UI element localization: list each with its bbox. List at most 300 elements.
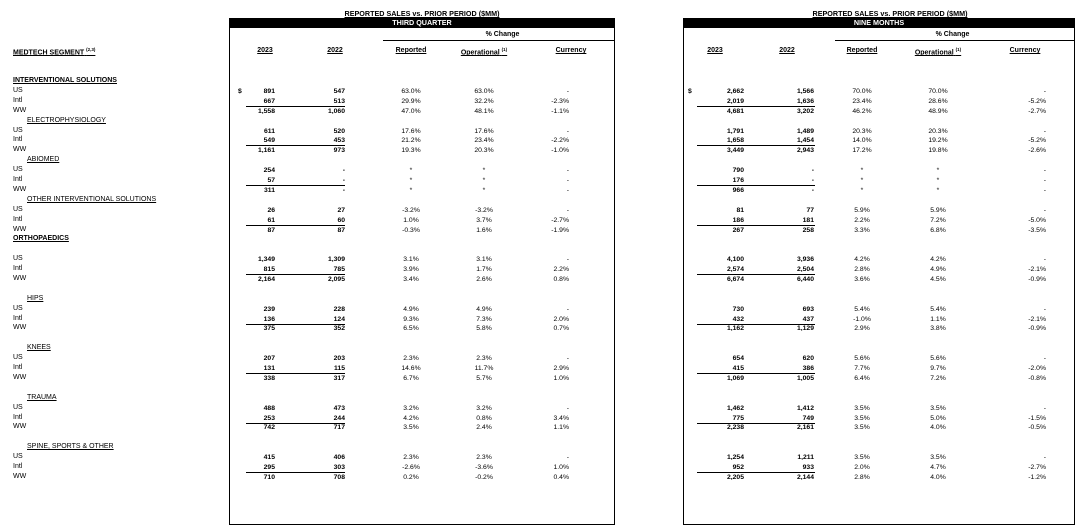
pct-operational: 2.3% bbox=[476, 355, 492, 362]
value-2023: 790 bbox=[732, 167, 744, 174]
pct-currency: - bbox=[1043, 256, 1046, 263]
value-2023: 239 bbox=[263, 306, 275, 313]
row-label: US bbox=[13, 453, 23, 460]
dollar-sign: $ bbox=[238, 88, 242, 95]
pct-operational: 2.4% bbox=[476, 424, 492, 431]
pct-currency: 1.0% bbox=[553, 464, 569, 471]
subtotal-rule bbox=[246, 324, 345, 325]
value-2023: 338 bbox=[263, 375, 275, 382]
value-2023: 1,161 bbox=[257, 147, 275, 154]
pct-currency: 2.9% bbox=[553, 365, 569, 372]
value-2022: 1,636 bbox=[796, 98, 814, 105]
col-header-reported-q: Reported bbox=[395, 47, 427, 54]
value-2023: 6,674 bbox=[726, 276, 744, 283]
row-label: Intl bbox=[13, 136, 23, 143]
pct-operational: 3.1% bbox=[476, 256, 492, 263]
col-header-year-2022-q: 2022 bbox=[327, 47, 343, 54]
pct-operational: 1.7% bbox=[476, 266, 492, 273]
subtotal-rule bbox=[246, 225, 345, 226]
row-label: US bbox=[13, 305, 23, 312]
pct-reported: * bbox=[860, 187, 864, 194]
subtotal-rule bbox=[697, 274, 815, 275]
value-2022: 181 bbox=[802, 217, 814, 224]
pct-currency: -0.9% bbox=[1028, 276, 1046, 283]
value-2022: 244 bbox=[333, 415, 345, 422]
value-2023: 295 bbox=[263, 464, 275, 471]
row-label: US bbox=[13, 166, 23, 173]
value-2023: 267 bbox=[732, 227, 744, 234]
value-2022: 1,211 bbox=[797, 454, 814, 461]
pct-reported: 1.0% bbox=[403, 217, 419, 224]
subsection-label: ABIOMED bbox=[27, 156, 60, 163]
subsection-label: SPINE, SPORTS & OTHER bbox=[27, 443, 114, 450]
value-2022: 1,489 bbox=[796, 128, 814, 135]
pct-reported: 2.8% bbox=[854, 266, 870, 273]
value-2022: 2,504 bbox=[796, 266, 814, 273]
pct-operational: 1.1% bbox=[930, 316, 946, 323]
value-2023: 131 bbox=[263, 365, 275, 372]
value-2023: 253 bbox=[263, 415, 275, 422]
subtotal-rule bbox=[697, 225, 815, 226]
pct-operational: 7.3% bbox=[476, 316, 492, 323]
pct-currency: - bbox=[566, 454, 569, 461]
pct-currency: 2.2% bbox=[553, 266, 569, 273]
row-label: Intl bbox=[13, 414, 23, 421]
pct-reported: 2.9% bbox=[854, 325, 870, 332]
pct-currency: -2.7% bbox=[1028, 108, 1046, 115]
pct-operational: 19.8% bbox=[928, 147, 948, 154]
value-2022: 2,161 bbox=[796, 424, 814, 431]
pct-operational: 4.9% bbox=[930, 266, 946, 273]
value-2022: 473 bbox=[333, 405, 345, 412]
pct-reported: 3.9% bbox=[403, 266, 419, 273]
value-2022: 453 bbox=[333, 137, 345, 144]
pct-operational: 4.7% bbox=[930, 464, 946, 471]
value-2023: 4,100 bbox=[726, 256, 744, 263]
pct-currency: 0.8% bbox=[553, 276, 569, 283]
pct-operational: * bbox=[936, 187, 940, 194]
value-2022: 228 bbox=[333, 306, 345, 313]
subtotal-rule bbox=[697, 373, 815, 374]
value-2022: 693 bbox=[802, 306, 814, 313]
pct-operational: 4.0% bbox=[930, 424, 946, 431]
pct-operational: 2.6% bbox=[476, 276, 492, 283]
row-label: WW bbox=[13, 374, 27, 381]
pct-currency: -2.3% bbox=[551, 98, 569, 105]
pct-reported: 14.6% bbox=[401, 365, 421, 372]
pct-operational: 17.6% bbox=[474, 128, 494, 135]
value-2022: 620 bbox=[802, 355, 814, 362]
col-header-operational-q: Operational $^{(1)}$ bbox=[460, 47, 508, 57]
pct-operational: 5.0% bbox=[930, 415, 946, 422]
value-2022: - bbox=[342, 187, 345, 194]
pct-operational: 4.9% bbox=[476, 306, 492, 313]
value-2022: 317 bbox=[333, 375, 345, 382]
value-2023: 667 bbox=[263, 98, 275, 105]
value-2022: 1,566 bbox=[796, 88, 814, 95]
pct-currency: - bbox=[1043, 355, 1046, 362]
value-2022: 2,144 bbox=[796, 474, 814, 481]
subtotal-rule bbox=[246, 106, 345, 107]
pct-operational: -3.6% bbox=[475, 464, 493, 471]
value-2023: 2,662 bbox=[726, 88, 744, 95]
pct-operational: 4.0% bbox=[930, 474, 946, 481]
value-2022: 437 bbox=[802, 316, 814, 323]
pct-operational: 5.7% bbox=[476, 375, 492, 382]
pct-currency: - bbox=[566, 405, 569, 412]
pct-reported: 3.4% bbox=[403, 276, 419, 283]
pct-reported: 6.5% bbox=[403, 325, 419, 332]
value-2023: 891 bbox=[263, 88, 275, 95]
subtotal-rule bbox=[246, 373, 345, 374]
value-2023: 207 bbox=[263, 355, 275, 362]
pct-currency: -2.1% bbox=[1028, 266, 1046, 273]
pct-reported: 3.5% bbox=[403, 424, 419, 431]
pct-reported: 3.5% bbox=[854, 424, 870, 431]
pct-currency: -2.1% bbox=[1028, 316, 1046, 323]
pct-reported: 2.0% bbox=[854, 464, 870, 471]
value-2023: 1,349 bbox=[257, 256, 275, 263]
pct-reported: 3.3% bbox=[854, 227, 870, 234]
pct-currency: - bbox=[1043, 187, 1046, 194]
pct-currency: -2.7% bbox=[551, 217, 569, 224]
pct-currency: - bbox=[566, 167, 569, 174]
row-label: Intl bbox=[13, 463, 23, 470]
pct-operational: * bbox=[936, 177, 940, 184]
value-2023: 415 bbox=[732, 365, 744, 372]
pct-currency: - bbox=[566, 355, 569, 362]
value-2022: - bbox=[342, 177, 345, 184]
pct-currency: - bbox=[1043, 167, 1046, 174]
subtotal-rule bbox=[246, 472, 345, 473]
pct-reported: 29.9% bbox=[401, 98, 421, 105]
value-2022: 1,060 bbox=[327, 108, 345, 115]
pct-operational: * bbox=[936, 167, 940, 174]
pct-currency: -2.2% bbox=[551, 137, 569, 144]
pct-currency: -1.9% bbox=[551, 227, 569, 234]
subtotal-rule bbox=[246, 423, 345, 424]
value-2023: 1,791 bbox=[726, 128, 744, 135]
pct-currency: -1.2% bbox=[1028, 474, 1046, 481]
pct-reported: 47.0% bbox=[401, 108, 421, 115]
pct-currency: - bbox=[566, 207, 569, 214]
col-header-currency-n: Currency bbox=[1009, 47, 1041, 54]
panel-band-n: NINE MONTHS bbox=[683, 18, 1075, 28]
pct-operational: 63.0% bbox=[474, 88, 494, 95]
pct-currency: - bbox=[566, 128, 569, 135]
pct-operational: 2.3% bbox=[476, 454, 492, 461]
row-label: US bbox=[13, 255, 23, 262]
pct-reported: 20.3% bbox=[852, 128, 872, 135]
pct-operational: 9.7% bbox=[930, 365, 946, 372]
pct-currency: -0.5% bbox=[1028, 424, 1046, 431]
col-header-operational-n: Operational $^{(1)}$ bbox=[914, 47, 962, 57]
pct-operational: 3.5% bbox=[930, 405, 946, 412]
pct-operational: 5.6% bbox=[930, 355, 946, 362]
value-2022: 1,412 bbox=[796, 405, 814, 412]
value-2022: 717 bbox=[333, 424, 345, 431]
pct-operational: -3.2% bbox=[475, 207, 493, 214]
pct-reported: 4.9% bbox=[403, 306, 419, 313]
row-label: Intl bbox=[13, 315, 23, 322]
col-header-year-2023-n: 2023 bbox=[707, 47, 723, 54]
value-2023: 1,254 bbox=[726, 454, 744, 461]
pct-operational: 4.2% bbox=[930, 256, 946, 263]
section-label: ORTHOPAEDICS bbox=[13, 235, 69, 242]
value-2023: 432 bbox=[732, 316, 744, 323]
value-2023: 176 bbox=[732, 177, 744, 184]
pct-reported: 2.2% bbox=[854, 217, 870, 224]
pct-reported: 5.9% bbox=[854, 207, 870, 214]
subtotal-rule bbox=[246, 185, 345, 186]
value-2022: 124 bbox=[333, 316, 345, 323]
value-2023: 815 bbox=[263, 266, 275, 273]
pct-currency: -2.6% bbox=[1028, 147, 1046, 154]
value-2022: 1,129 bbox=[796, 325, 814, 332]
panel-title-n: REPORTED SALES vs. PRIOR PERIOD ($MM) bbox=[812, 9, 968, 18]
row-label: WW bbox=[13, 146, 27, 153]
pct-operational: 3.5% bbox=[930, 454, 946, 461]
pct-currency: - bbox=[1043, 306, 1046, 313]
pct-operational: 28.6% bbox=[928, 98, 948, 105]
pct-reported: -1.0% bbox=[853, 316, 871, 323]
value-2022: 933 bbox=[802, 464, 814, 471]
pct-operational: 32.2% bbox=[474, 98, 494, 105]
row-label: WW bbox=[13, 473, 27, 480]
pct-operational: 0.8% bbox=[476, 415, 492, 422]
pct-operational: 70.0% bbox=[928, 88, 948, 95]
value-2023: 4,681 bbox=[726, 108, 744, 115]
value-2023: 375 bbox=[263, 325, 275, 332]
pct-reported: 5.4% bbox=[854, 306, 870, 313]
value-2023: 2,164 bbox=[257, 276, 275, 283]
pct-reported: 46.2% bbox=[852, 108, 872, 115]
row-label: Intl bbox=[13, 364, 23, 371]
pct-reported: 23.4% bbox=[852, 98, 872, 105]
pct-currency: -3.5% bbox=[1028, 227, 1046, 234]
row-label: US bbox=[13, 404, 23, 411]
pct-reported: 7.7% bbox=[854, 365, 870, 372]
value-2022: - bbox=[811, 177, 814, 184]
pct-reported: 5.6% bbox=[854, 355, 870, 362]
value-2023: 311 bbox=[264, 187, 275, 194]
pct-reported: 17.2% bbox=[852, 147, 872, 154]
value-2023: 775 bbox=[732, 415, 744, 422]
value-2022: 27 bbox=[337, 207, 345, 214]
value-2022: 352 bbox=[333, 325, 345, 332]
row-label: WW bbox=[13, 186, 27, 193]
value-2023: 81 bbox=[736, 207, 744, 214]
pct-reported: 9.3% bbox=[403, 316, 419, 323]
pct-operational: * bbox=[482, 187, 486, 194]
pct-reported: 21.2% bbox=[401, 137, 421, 144]
row-label: US bbox=[13, 206, 23, 213]
value-2022: 386 bbox=[802, 365, 814, 372]
subsection-label: OTHER INTERVENTIONAL SOLUTIONS bbox=[27, 196, 157, 203]
pct-operational: 20.3% bbox=[928, 128, 948, 135]
col-header-year-2023-q: 2023 bbox=[257, 47, 273, 54]
value-2022: 406 bbox=[333, 454, 345, 461]
pct-currency: - bbox=[566, 306, 569, 313]
subtotal-rule bbox=[246, 274, 345, 275]
pct-currency: - bbox=[566, 256, 569, 263]
value-2022: - bbox=[342, 167, 345, 174]
segment-header: MEDTECH SEGMENT $^{(2,3)}$ bbox=[13, 47, 96, 57]
value-2022: 87 bbox=[337, 227, 345, 234]
pct-reported: -3.2% bbox=[402, 207, 420, 214]
value-2023: 61 bbox=[267, 217, 275, 224]
value-2023: 3,449 bbox=[726, 147, 744, 154]
row-label: WW bbox=[13, 275, 27, 282]
pct-operational: 23.4% bbox=[474, 137, 494, 144]
pct-currency: -2.0% bbox=[1028, 365, 1046, 372]
row-label: WW bbox=[13, 226, 27, 233]
pct-operational: 11.7% bbox=[474, 365, 494, 372]
value-2022: 749 bbox=[802, 415, 814, 422]
value-2023: 730 bbox=[732, 306, 744, 313]
value-2022: 513 bbox=[333, 98, 345, 105]
value-2023: 2,238 bbox=[726, 424, 744, 431]
pct-reported: 4.2% bbox=[403, 415, 419, 422]
value-2022: 520 bbox=[333, 128, 345, 135]
value-2023: 254 bbox=[263, 167, 275, 174]
value-2023: 415 bbox=[263, 454, 275, 461]
value-2023: 57 bbox=[267, 177, 275, 184]
pct-operational: 3.2% bbox=[476, 405, 492, 412]
value-2023: 488 bbox=[263, 405, 275, 412]
row-label: WW bbox=[13, 324, 27, 331]
pct-reported: 3.5% bbox=[854, 454, 870, 461]
pct-reported: 3.2% bbox=[403, 405, 419, 412]
pct-reported: * bbox=[860, 167, 864, 174]
value-2022: 547 bbox=[333, 88, 345, 95]
pct-reported: 2.3% bbox=[403, 355, 419, 362]
pct-currency: 3.4% bbox=[553, 415, 569, 422]
pct-operational: 4.5% bbox=[930, 276, 946, 283]
value-2022: 303 bbox=[333, 464, 345, 471]
pct-operational: 3.8% bbox=[930, 325, 946, 332]
value-2023: 952 bbox=[732, 464, 744, 471]
pct-currency: -0.9% bbox=[1028, 325, 1046, 332]
value-2023: 136 bbox=[263, 316, 275, 323]
pct-currency: -2.7% bbox=[1028, 464, 1046, 471]
pct-operational: 5.9% bbox=[930, 207, 946, 214]
pct-operational: 7.2% bbox=[930, 375, 946, 382]
pct-currency: 2.0% bbox=[553, 316, 569, 323]
pct-operational: 19.2% bbox=[928, 137, 948, 144]
pct-currency: - bbox=[566, 177, 569, 184]
pct-reported: 3.1% bbox=[403, 256, 419, 263]
value-2022: 3,936 bbox=[796, 256, 814, 263]
row-label: WW bbox=[13, 107, 27, 114]
value-2022: 1,454 bbox=[796, 137, 814, 144]
pct-reported: -0.3% bbox=[402, 227, 420, 234]
pct-operational: 48.1% bbox=[474, 108, 494, 115]
value-2022: 2,943 bbox=[796, 147, 814, 154]
subsection-label: ELECTROPHYSIOLOGY bbox=[27, 117, 106, 124]
pct-operational: 5.8% bbox=[476, 325, 492, 332]
pct-currency: - bbox=[1043, 405, 1046, 412]
pct-currency: 0.7% bbox=[553, 325, 569, 332]
value-2023: 2,205 bbox=[726, 474, 744, 481]
pct-operational: 5.4% bbox=[930, 306, 946, 313]
value-2023: 1,162 bbox=[726, 325, 744, 332]
row-label: US bbox=[13, 127, 23, 134]
pct-currency: - bbox=[1043, 454, 1046, 461]
section-label: INTERVENTIONAL SOLUTIONS bbox=[13, 77, 117, 84]
pct-currency: 1.0% bbox=[553, 375, 569, 382]
subsection-label: KNEES bbox=[27, 344, 51, 351]
value-2022: 6,440 bbox=[796, 276, 814, 283]
value-2023: 549 bbox=[263, 137, 275, 144]
value-2022: 785 bbox=[333, 266, 345, 273]
value-2022: - bbox=[811, 167, 814, 174]
value-2022: 203 bbox=[333, 355, 345, 362]
pct-reported: 0.2% bbox=[403, 474, 419, 481]
value-2022: 1,309 bbox=[327, 256, 345, 263]
dollar-sign: $ bbox=[688, 88, 692, 95]
value-2022: 1,005 bbox=[796, 375, 814, 382]
value-2023: 611 bbox=[264, 128, 275, 135]
pct-reported: 6.7% bbox=[403, 375, 419, 382]
pct-reported: 3.5% bbox=[854, 405, 870, 412]
pct-reported: * bbox=[860, 177, 864, 184]
pct-operational: 7.2% bbox=[930, 217, 946, 224]
pct-operational: 6.8% bbox=[930, 227, 946, 234]
value-2023: 1,558 bbox=[257, 108, 275, 115]
value-2023: 2,019 bbox=[726, 98, 744, 105]
value-2023: 26 bbox=[267, 207, 275, 214]
pct-operational: * bbox=[482, 167, 486, 174]
panel-band-q: THIRD QUARTER bbox=[229, 18, 615, 28]
value-2023: 966 bbox=[732, 187, 744, 194]
subtotal-rule bbox=[697, 185, 815, 186]
value-2022: 3,202 bbox=[796, 108, 814, 115]
pct-currency: - bbox=[1043, 88, 1046, 95]
col-header-currency-q: Currency bbox=[555, 47, 587, 54]
pct-currency: - bbox=[1043, 207, 1046, 214]
row-label: Intl bbox=[13, 265, 23, 272]
pct-currency: -1.1% bbox=[551, 108, 569, 115]
value-2023: 710 bbox=[263, 474, 275, 481]
value-2022: 2,095 bbox=[327, 276, 345, 283]
pct-reported: * bbox=[409, 177, 413, 184]
pct-change-label-n: % Change bbox=[935, 31, 970, 38]
panel-title-q: REPORTED SALES vs. PRIOR PERIOD ($MM) bbox=[344, 9, 500, 18]
pct-currency: 1.1% bbox=[553, 424, 569, 431]
col-header-year-2022-n: 2022 bbox=[779, 47, 795, 54]
pct-currency: -0.8% bbox=[1028, 375, 1046, 382]
pct-currency: -1.0% bbox=[551, 147, 569, 154]
value-2022: 708 bbox=[333, 474, 345, 481]
pct-currency: -1.5% bbox=[1028, 415, 1046, 422]
row-label: Intl bbox=[13, 176, 23, 183]
subsection-label: TRAUMA bbox=[27, 394, 57, 401]
pct-reported: 6.4% bbox=[854, 375, 870, 382]
value-2022: 77 bbox=[806, 207, 814, 214]
subtotal-rule bbox=[697, 106, 815, 107]
row-label: US bbox=[13, 354, 23, 361]
pct-reported: 63.0% bbox=[401, 88, 421, 95]
value-2023: 742 bbox=[263, 424, 275, 431]
row-label: US bbox=[13, 87, 23, 94]
subtotal-rule bbox=[246, 145, 345, 146]
value-2023: 87 bbox=[267, 227, 275, 234]
pct-reported: 3.6% bbox=[854, 276, 870, 283]
subsection-label: HIPS bbox=[27, 295, 44, 302]
col-header-reported-n: Reported bbox=[846, 47, 878, 54]
pct-reported: * bbox=[409, 167, 413, 174]
